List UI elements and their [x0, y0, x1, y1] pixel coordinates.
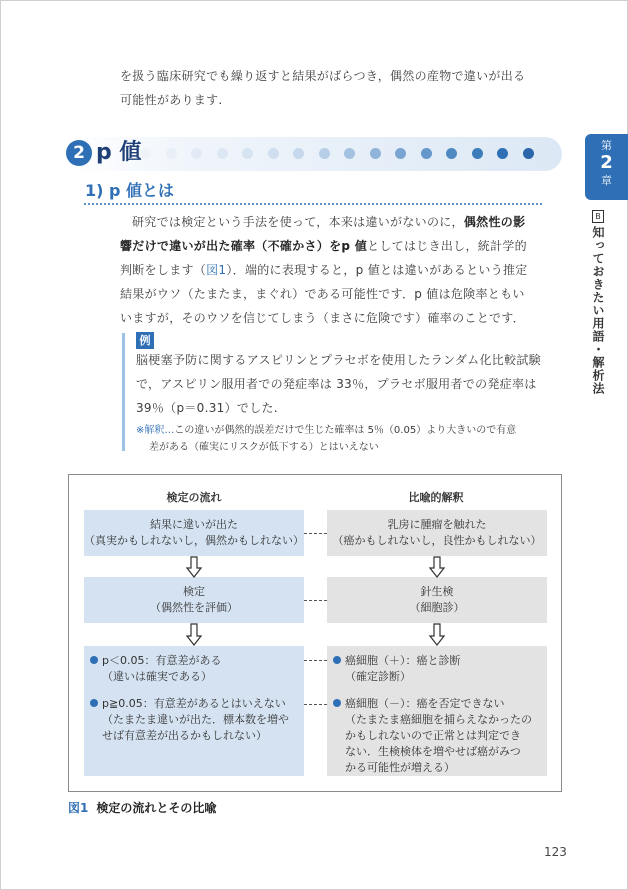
section-title: p 値: [96, 140, 142, 165]
analogy-text: かる可能性が増える）: [345, 761, 455, 774]
analogy-box-biopsy: [327, 577, 547, 623]
body-line-4: 結果がウソ（たまたま，まぐれ）である可能性です．p 値は危険率ともい: [120, 287, 525, 301]
heading-dot: [140, 148, 151, 159]
heading-dot: [217, 148, 228, 159]
body-bold: p 値: [341, 239, 368, 253]
down-arrow-icon: [186, 623, 202, 646]
example-line-3: 39％（p＝0.31）でした.: [136, 401, 278, 415]
box-line: （細胞診）: [409, 601, 465, 614]
down-arrow-icon: [186, 556, 202, 578]
heading-dot: [268, 148, 279, 159]
body-bold: 偶然性の影: [463, 215, 526, 229]
outcome-text: せば有意差が出るかもしれない）: [102, 729, 267, 742]
body-line-5: いますが，そのウソを信じてしまう（まさに危険です）確率のことです．: [120, 311, 525, 325]
section-number: 2: [66, 140, 92, 166]
analogy-text: （たまたま癌細胞を捕らえなかったの: [345, 713, 532, 726]
box-line: （偶然性を評価）: [150, 601, 238, 614]
bullet-icon: [90, 699, 98, 707]
bullet-icon: [90, 656, 98, 664]
chapter-tab-top: 第: [601, 139, 612, 152]
section-badge: B: [592, 210, 604, 223]
example-side-bar: [122, 333, 125, 451]
page-number: 123: [544, 845, 567, 859]
outcome-text: p≧0.05：有意差があるとはいえない: [102, 697, 286, 710]
body-text: 研究では検定という手法を使って，本来は違いがないのに，: [132, 215, 464, 229]
example-line-2: で，アスピリン服用者での発症率は 33％，プラセボ服用者での発症率は: [136, 377, 537, 391]
outcome-text: （たまたま違いが出た．標本数を増や: [102, 713, 289, 726]
caption-text: 検定の流れとその比喩: [96, 801, 217, 815]
figure-caption: [68, 799, 216, 816]
note-mark: ※解釈…: [136, 425, 175, 436]
subsection-title: p 値とは: [109, 181, 175, 200]
heading-dot: [370, 148, 381, 159]
flow-box-result: [84, 510, 304, 556]
heading-dot: [497, 148, 508, 159]
chapter-tab[interactable]: [585, 134, 628, 200]
example-text: [136, 348, 541, 420]
analogy-text: 癌細胞（－）：癌を否定できない: [345, 697, 505, 710]
analogy-box-lump: [327, 510, 547, 556]
analogy-box-outcome: [327, 646, 547, 776]
chapter-tab-bottom: 章: [601, 174, 612, 187]
box-line: 乳房に腫瘤を触れた: [387, 518, 487, 531]
body-text: ）．端的に表現すると，p 値とは違いがあるという推定: [226, 263, 528, 277]
chapter-tab-number: 2: [600, 152, 613, 173]
intro-paragraph: [120, 64, 525, 112]
box-line: 検定: [183, 585, 205, 598]
heading-dot: [523, 148, 534, 159]
dashed-connector: [304, 704, 327, 705]
flow-box-test: [84, 577, 304, 623]
outcome-text: （違いは確実である）: [102, 670, 212, 683]
dashed-connector: [304, 660, 327, 661]
subsection-heading: [85, 178, 174, 201]
analogy-text: かもしれないので正常とは判定でき: [345, 729, 521, 742]
down-arrow-icon: [429, 623, 445, 646]
dashed-connector: [304, 600, 327, 601]
example-note: [136, 422, 544, 456]
box-line: 結果に違いが出た: [150, 518, 238, 531]
intro-line-1: を扱う臨床研究でも繰り返すと結果がばらつき，偶然の産物で違いが出る: [120, 69, 526, 83]
caption-number: 図1: [68, 801, 89, 815]
heading-dot: [395, 148, 406, 159]
analogy-text: ない．生検検体を増やせば癌がみつ: [345, 745, 521, 758]
heading-dot: [446, 148, 457, 159]
box-line: 針生検: [420, 585, 454, 598]
dashed-connector: [304, 533, 327, 534]
heading-dot: [166, 148, 177, 159]
body-line-1: [120, 210, 528, 234]
example-line-1: 脳梗塞予防に関するアスピリンとプラセボを使用したランダム化比較試験: [136, 353, 541, 367]
heading-dot: [191, 148, 202, 159]
heading-dot: [472, 148, 483, 159]
subsection-divider: [84, 203, 542, 205]
body-text: としてはじき出し，統計学的: [367, 239, 527, 253]
box-line: （癌かもしれないし，良性かもしれない）: [332, 534, 542, 547]
box-line: （真実かもしれないし，偶然かもしれない）: [84, 534, 304, 547]
analogy-positive: [333, 653, 541, 669]
down-arrow-icon: [429, 556, 445, 578]
analogy-text: 癌細胞（＋）：癌と診断: [345, 654, 461, 667]
example-badge: 例: [136, 332, 154, 349]
body-line-3: [120, 258, 528, 282]
heading-dot: [293, 148, 304, 159]
note-line-1: [136, 422, 544, 439]
chapter-side-title: 知っておきたい用語・解析法: [591, 226, 605, 395]
body-bold: 響だけで違いが出た確率（不確かさ）を: [120, 239, 342, 253]
outcome-significant: [90, 653, 298, 669]
note-text: この違いが偶然的誤差だけで生じた確率は 5％（0.05）より大きいので有意: [174, 425, 517, 436]
left-column-heading: 検定の流れ: [166, 491, 222, 504]
subsection-number: 1): [85, 181, 104, 200]
figure-reference-link[interactable]: 図1: [206, 263, 227, 277]
body-text: 判断をします（: [120, 263, 207, 277]
flow-box-outcome: [84, 646, 304, 776]
body-paragraph: [120, 210, 528, 330]
analogy-text: （確定診断）: [345, 670, 411, 683]
heading-dot: [421, 148, 432, 159]
outcome-not-significant: [90, 696, 298, 712]
note-line-2: 差がある（確実にリスクが低下する）とはいえない: [149, 442, 379, 453]
analogy-negative: [333, 696, 541, 712]
heading-dot: [319, 148, 330, 159]
outcome-text: p＜0.05：有意差がある: [102, 654, 222, 667]
heading-dot: [242, 148, 253, 159]
bullet-icon: [333, 656, 341, 664]
bullet-icon: [333, 699, 341, 707]
right-column-heading: 比喩的解釈: [408, 491, 464, 504]
intro-line-2: 可能性があります.: [120, 93, 223, 107]
heading-dot: [344, 148, 355, 159]
body-line-2: [120, 234, 528, 258]
